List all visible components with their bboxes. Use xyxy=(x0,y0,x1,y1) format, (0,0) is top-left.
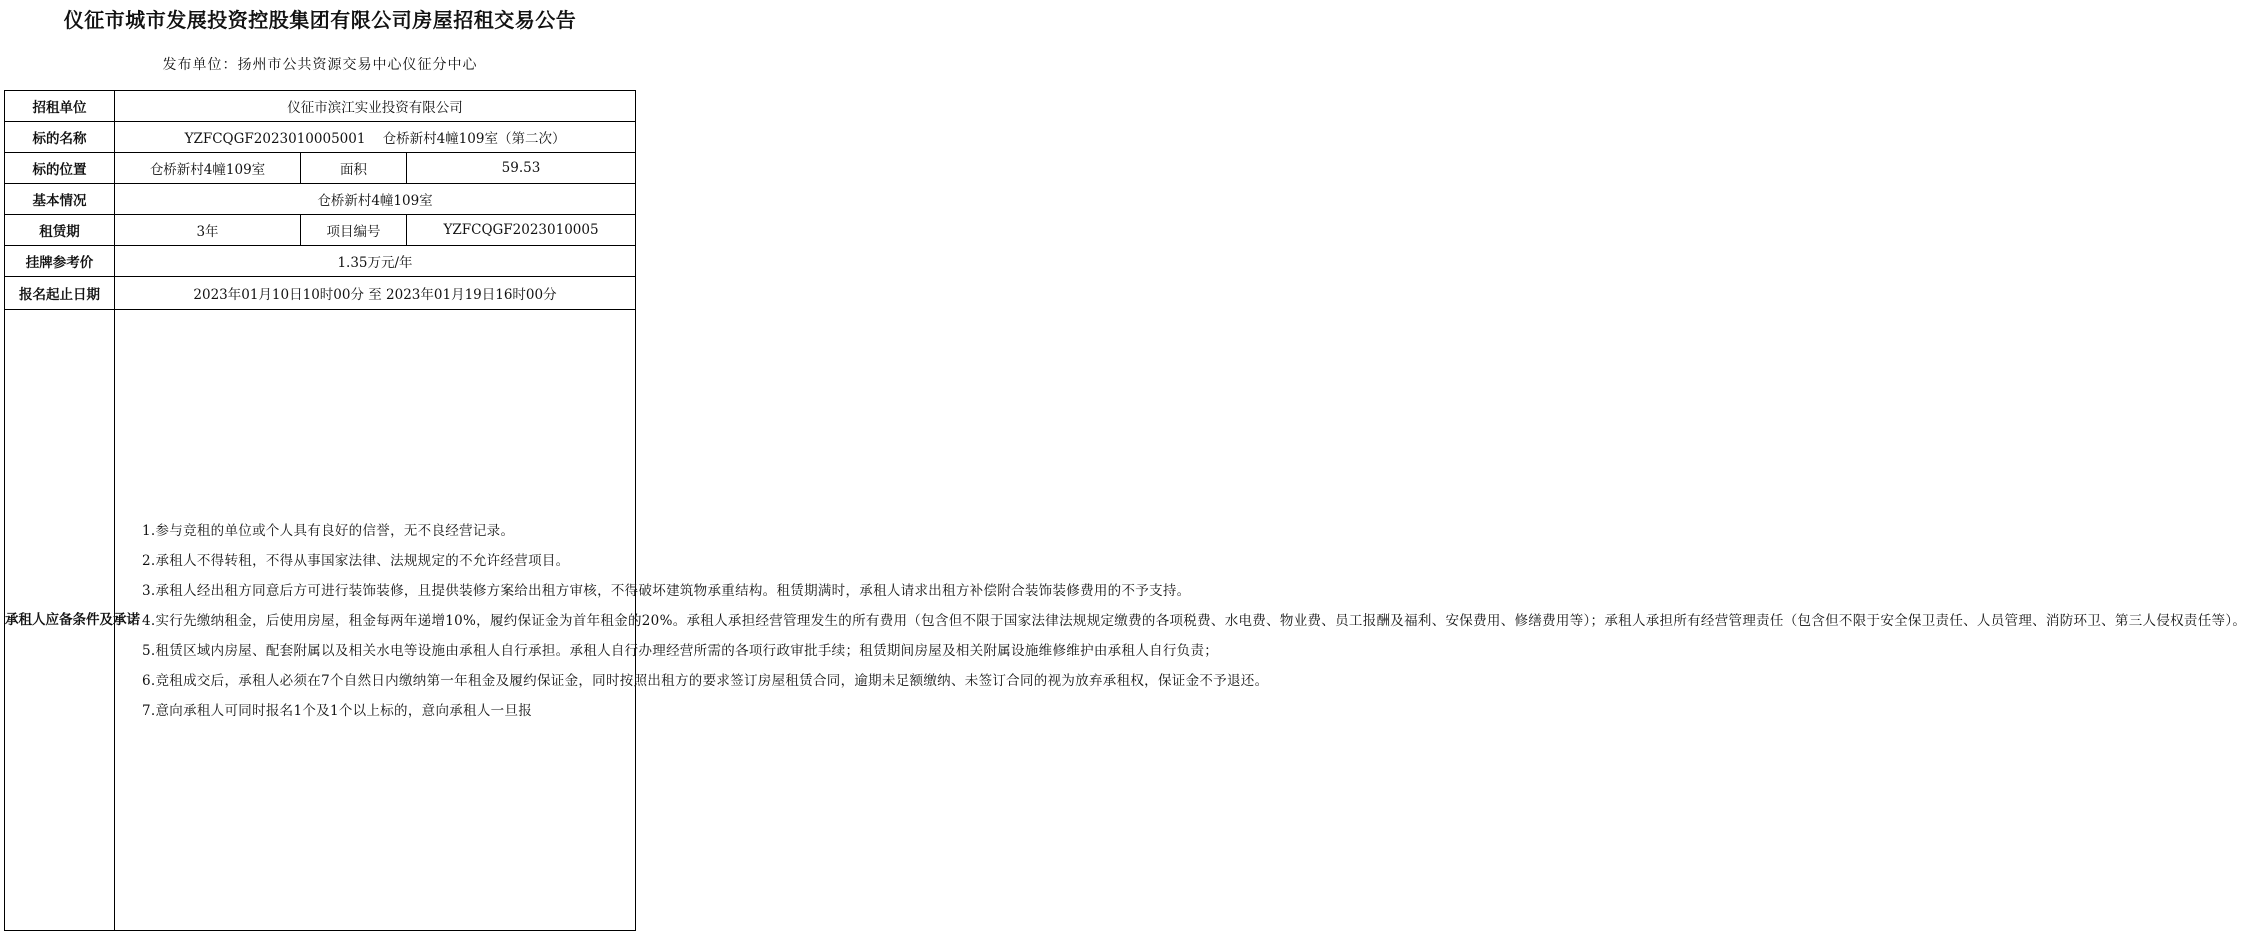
project-no-label: 项目编号 xyxy=(301,215,407,246)
conditions-label: 承租人应备条件及承诺 xyxy=(5,310,115,931)
condition-item-5: 5.租赁区域内房屋、配套附属以及相关水电等设施由承租人自行承担。承租人自行办理经营所需的各项行政审批手续；租赁期间房屋及相关附属设施维修维护由承租人自行负责； xyxy=(142,642,1219,659)
basic-info-value: 仓桥新村4幢109室 xyxy=(115,184,636,215)
lot-name-value: YZFCQGF2023010005001 仓桥新村4幢109室（第二次） xyxy=(115,122,636,153)
reference-price-value: 1.35万元/年 xyxy=(115,246,636,277)
lease-term-label: 租赁期 xyxy=(5,215,115,246)
row-basic-info xyxy=(5,184,636,215)
registration-period-value: 2023年01月10日10时00分 至 2023年01月19日16时00分 xyxy=(115,277,636,310)
row-location xyxy=(5,153,636,184)
location-label: 标的位置 xyxy=(5,153,115,184)
basic-info-label: 基本情况 xyxy=(5,184,115,215)
lease-term-value: 3年 xyxy=(115,215,301,246)
row-lot-name xyxy=(5,122,636,153)
condition-item-2: 2.承租人不得转租，不得从事国家法律、法规规定的不允许经营项目。 xyxy=(142,552,570,569)
row-tenderer xyxy=(5,91,636,122)
lot-name-label: 标的名称 xyxy=(5,122,115,153)
row-registration-period xyxy=(5,277,636,310)
condition-item-1: 1.参与竞租的单位或个人具有良好的信誉，无不良经营记录。 xyxy=(142,522,515,539)
condition-item-6: 6.竞租成交后，承租人必须在7个自然日内缴纳第一年租金及履约保证金，同时按照出租方的要求签订房屋租赁合同，逾期未足额缴纳、未签订合同的视为放弃承租权，保证金不予退还。 xyxy=(142,672,1269,689)
row-reference-price xyxy=(5,246,636,277)
location-value: 仓桥新村4幢109室 xyxy=(115,153,301,184)
conditions-body xyxy=(115,310,2246,931)
condition-item-4: 4.实行先缴纳租金，后使用房屋，租金每两年递增10%，履约保证金为首年租金的20%。承租人承担经营管理发生的所有费用（包含但不限于国家法律法规规定缴费的各项税费、水电费、物业费、员工报酬及福利、安保费用、修缮费用等）；承租人承担所有经营管理责任（包含但不限于安全保卫责任、人员管理、消防环卫、第三人侵权责任等）。 xyxy=(142,612,2246,629)
row-conditions xyxy=(5,310,636,931)
area-value: 59.53 xyxy=(407,153,636,184)
reference-price-label: 挂牌参考价 xyxy=(5,246,115,277)
tenderer-label: 招租单位 xyxy=(5,91,115,122)
condition-item-7: 7.意向承租人可同时报名1个及1个以上标的，意向承租人一旦报 xyxy=(142,702,533,719)
notice-table xyxy=(4,90,2246,931)
condition-item-3: 3.承租人经出租方同意后方可进行装饰装修，且提供装修方案给出租方审核，不得破坏建筑物承重结构。租赁期满时，承租人请求出租方补偿附合装饰装修费用的不予支持。 xyxy=(142,582,1191,599)
project-no-value: YZFCQGF2023010005 xyxy=(407,215,636,246)
publisher-line: 发布单位：扬州市公共资源交易中心仪征分中心 xyxy=(162,57,478,73)
area-label: 面积 xyxy=(301,153,407,184)
tenderer-value: 仪征市滨江实业投资有限公司 xyxy=(115,91,636,122)
registration-period-label: 报名起止日期 xyxy=(5,277,115,310)
notice-title: 仪征市城市发展投资控股集团有限公司房屋招租交易公告 xyxy=(63,8,577,32)
row-lease-term xyxy=(5,215,636,246)
